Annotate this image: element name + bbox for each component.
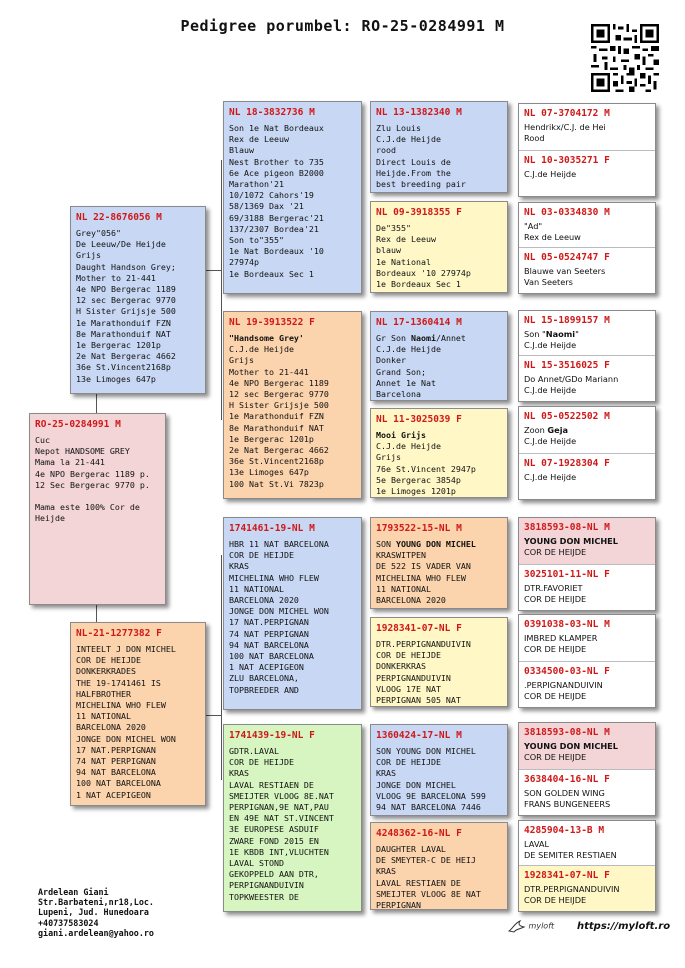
g3-card-4 [370,408,508,498]
g4-pair-8 [518,820,656,912]
pedigree-notes: DTR.PERPIGNANDUIVIN COR DE HEIJDE DONKERKRAS PERPIGNANDUIVIN VLOOG 17E NAT PERPIGNAN 505 NAT [376,639,471,706]
pigeon-name: "Handsome Grey' [229,333,304,343]
pedigree-notes: C.J.de Heijde [524,472,577,482]
notes-text: COR DE HEIJDE [524,547,587,557]
pigeon-name: YOUNG DON MICHEL [395,539,476,549]
pedigree-notes: GDTR.LAVAL COR DE HEIJDE KRAS LAVAL RESTIAEN DE SMEIJTER VLOOG 8E.NAT PERPIGNAN,9E NAT,PAU EN 49E NAT ST.VINCENT 3E EUROPESE ASDUIF ZWARE FOND 2015 EN 1E KBDB INT,VLUCHTEN LAVAL STOND GEKOPPELD AAN DTR, PERPIGNANDUIVIN TOPKWEESTER DE [229,746,334,902]
g4-pair-6 [518,614,656,708]
ring-id: 3818593-08-NL M [524,727,610,738]
pedigree-notes: C.J.de Heijde [524,169,577,179]
ring-id: 4285904-13-B M [524,825,605,836]
g4-card [519,865,655,912]
ring-id: NL 05-0524747 F [524,252,610,263]
pedigree-notes: SON GOLDEN WING FRANS BUNGENEERS [524,788,611,809]
ring-id: 3818593-08-NL M [524,522,610,533]
pedigree-notes: "Ad" Rex de Leeuw [524,221,581,242]
ring-id: NL 18-3832736 M [229,107,315,118]
pigeon-name: YOUNG DON MICHEL [524,536,618,546]
g4-card [519,407,655,453]
g4-card [519,564,655,611]
ring-id: 3638404-16-NL F [524,774,610,785]
sire-notes: Grey"056" De Leeuw/De Heijde Grijs Daught Handson Grey; Mother to 21-441 4e NPO Bergerac 1189 12 sec Bergerac 9770 H Sister Grijsje 500 1e Marathonduif FZN 8e Marathonduif NAT 1e Bergerac 1201p 2e Nat Bergerac 4662 36e St.Vincent2168p 13e Limoges 647p [76,228,176,384]
dam-card [70,622,206,806]
granddam-maternal-card [223,724,362,912]
pigeon-name: Geja [547,425,569,435]
ring-id: NL 15-3516025 F [524,360,610,371]
owner-street: Str.Barbateni,nr18,Loc. [38,897,154,908]
ring-id: 4248362-16-NL F [376,828,462,839]
ring-id: 1793522-15-NL M [376,523,462,534]
g4-pair-1 [518,103,656,197]
ring-id: 1741439-19-NL F [229,730,315,741]
g4-card [519,821,655,865]
pedigree-notes [224,328,361,490]
pedigree-notes: SON YOUNG DON MICHEL COR DE HEIJDE KRAS JONGE DON MICHEL VLOOG 9E BARCELONA 599 94 NAT BARCELONA 7446 [376,746,486,813]
myloft-logo [508,919,554,933]
g3-card-7 [370,724,508,816]
ring-id: NL 07-3704172 M [524,108,610,119]
ring-id: 1928341-07-NL F [376,623,462,634]
notes-text: C.J.de Heijde [524,436,577,446]
g4-card [519,150,655,197]
pedigree-notes: Son 1e Nat Bordeaux Rex de Leeuw Blauw Nest Brother to 735 6e Ace pigeon B2000 Marathon'21 10/1072 Cahors'19 58/1369 Dax '21 69/3188 Bergerac'21 137/2307 Bordea'21 Son to"355" 1e Nat Bordeaux '10 27974p 1e Bordeaux Sec 1 [229,123,324,279]
pedigree-notes: Blauwe van Seeters Van Seeters [524,266,606,287]
pedigree-notes: Zlu Louis C.J.de Heijde rood Direct Louis de Heijde.From the best breeding pair [376,123,466,190]
dam-ring-id: NL-21-1277382 F [76,628,162,639]
sire-ring-id: NL 22-8676056 M [76,212,162,223]
owner-name: Ardelean Giani [38,887,109,897]
dam-notes: INTEELT J DON MICHEL COR DE HEIJDE DONKERKRADES THE 19-1741461 IS HALFBROTHER MICHELINA WHO FLEW 11 NATIONAL BARCELONA 2020 JONGE DON MICHEL WON 17 NAT.PERPIGNAN 74 NAT PERPIGNAN 94 NAT BARCELONA 100 NAT BARCELONA 1 NAT ACEPIGEON [76,644,176,800]
ring-id: NL 13-1382340 M [376,107,462,118]
ring-id: 1741461-19-NL M [229,523,315,534]
g3-card-6 [370,617,508,707]
ring-id: NL 09-3918355 F [376,207,462,218]
pigeon-name: YOUNG DON MICHEL [524,741,618,751]
pedigree-notes: DAUGHTER LAVAL DE SMEYTER-C DE HEIJ KRAS LAVAL RESTIAEN DE SMEIJTER VLOOG 8E NAT PERPIGNAN [376,844,481,910]
pedigree-notes: DTR.PERPIGNANDUIVIN COR DE HEIJDE [524,884,620,905]
notes-text: COR DE HEIJDE [524,752,587,762]
pedigree-notes: Do Annet/GDo Mariann C.J.de Heijde [524,374,619,395]
notes-text: C.J.de Heijde Grijs 76e St.Vincent 2947p 5e Bergerac 3854p 1e Limoges 1201p [376,441,476,497]
g3-card-1 [370,101,508,193]
g4-card [519,311,655,355]
pedigree-notes: DTR.FAVORIET COR DE HEIJDE [524,583,587,604]
ring-id: NL 19-3913522 F [229,317,315,328]
owner-contact [38,887,154,938]
pedigree-notes [519,533,655,558]
pedigree-notes [371,328,507,400]
notes-lead: Zoon [524,425,548,435]
owner-city: Lupeni, Jud. Hunedoara [38,907,149,918]
ring-id: 1360424-17-NL M [376,730,462,741]
pigeon-name: Naomi [545,329,576,339]
g3-card-8 [370,822,508,910]
pedigree-notes: IMBRED KLAMPER COR DE HEIJDE [524,633,598,654]
ring-id: NL 03-0334830 M [524,207,610,218]
pedigree-notes: Hendrikx/C.J. de Hei Rood [524,122,606,143]
ring-id: 0334500-03-NL F [524,666,610,677]
qr-code-icon [591,24,659,92]
g4-card [519,453,655,500]
notes-text: C.J.de Heijde Grijs Mother to 21-441 4e NPO Bergerac 1189 12 sec Bergerac 9770 H Sister Grijsje 500 1e Marathonduif FZN 8e Marathonduif NAT 1e Bergerac 1201p 2e Nat Bergerac 4662 36e St.Vincent2168p 13e Limoges 647p 100 Nat St.Vi 7823p [229,344,329,489]
pedigree-notes: LAVAL DE SEMITER RESTIAEN [524,839,617,860]
page-title: Pedigree porumbel: RO-25-0284991 M [180,17,505,35]
notes-text: " C.J.de Heijde [524,329,579,350]
ring-id: 1928341-07-NL F [524,870,610,881]
notes-lead: SON [376,539,396,549]
subject-ring-id: RO-25-0284991 M [35,419,121,430]
g4-card [519,518,655,564]
pedigree-notes: HBR 11 NAT BARCELONA COR DE HEIJDE KRAS MICHELINA WHO FLEW 11 NATIONAL BARCELONA 2020 JONGE DON MICHEL WON 17 NAT.PERPIGNAN 74 NAT PERPIGNAN 94 NAT BARCELONA 100 NAT BARCELONA 1 NAT ACEPIGEON ZLU BARCELONA, TOPBREEDER AND [229,539,329,695]
pigeon-name: Mooi Grijs [376,430,426,440]
ring-id: NL 15-1899157 M [524,315,610,326]
pedigree-notes [371,534,507,606]
g4-card [519,769,655,816]
g3-card-5 [370,517,508,609]
g4-pair-4 [518,406,656,500]
subject-notes: Cuc Nepot HANDSOME GREY Mama la 21-441 4e NPO Bergerac 1189 p. 12 Sec Bergerac 9770 p. Mama este 100% Cor de Heijde [35,435,150,524]
ring-id: 0391038-03-NL M [524,619,610,630]
pedigree-notes: De"355" Rex de Leeuw blauw 1e National Bordeaux '10 27974p 1e Bordeaux Sec 1 [376,223,471,290]
website-link[interactable]: https://myloft.ro [577,921,671,932]
pedigree-notes [519,738,655,763]
notes-text: /Annet C.J.de Heijde Donker Grand Son; Annet 1e Nat Barcelona [376,333,466,400]
pedigree-notes [371,425,507,497]
g3-card-3 [370,311,508,401]
g4-card [519,104,655,150]
pigeon-name: Naomi [410,333,436,343]
notes-lead: Gr Son [376,333,411,343]
g4-card [519,355,655,402]
brand-name: myloft [528,921,555,931]
ring-id: NL 10-3035271 F [524,155,610,166]
owner-phone: +40737583024 [38,917,99,928]
pedigree-notes [519,422,655,447]
ring-id: 3025101-11-NL F [524,569,610,580]
ring-id: NL 11-3025039 F [376,414,462,425]
g4-card [519,203,655,247]
grandsire-paternal-card [223,101,362,294]
g4-card [519,247,655,294]
g4-card [519,723,655,769]
g4-pair-5 [518,517,656,611]
g4-pair-3 [518,310,656,402]
owner-email: giani.ardelean@yahoo.ro [38,927,154,938]
g4-card [519,615,655,661]
subject-card [29,413,166,605]
grandsire-maternal-card [223,517,362,710]
granddam-paternal-card [223,311,362,499]
pigeon-logo-icon [508,919,526,933]
ring-id: NL 05-0522502 M [524,411,610,422]
notes-lead: Son " [524,329,546,339]
g4-pair-2 [518,202,656,294]
pedigree-notes [519,326,655,351]
g4-card [519,661,655,708]
ring-id: NL 17-1360414 M [376,317,462,328]
notes-text: KRASWITPEN DE 522 IS VADER VAN MICHELINA WHO FLEW 11 NATIONAL BARCELONA 2020 [376,550,471,606]
sire-card [70,206,206,394]
ring-id: NL 07-1928304 F [524,458,610,469]
g4-pair-7 [518,722,656,816]
g3-card-2 [370,201,508,293]
pedigree-notes: .PERPIGNANDUIVIN COR DE HEIJDE [524,680,603,701]
